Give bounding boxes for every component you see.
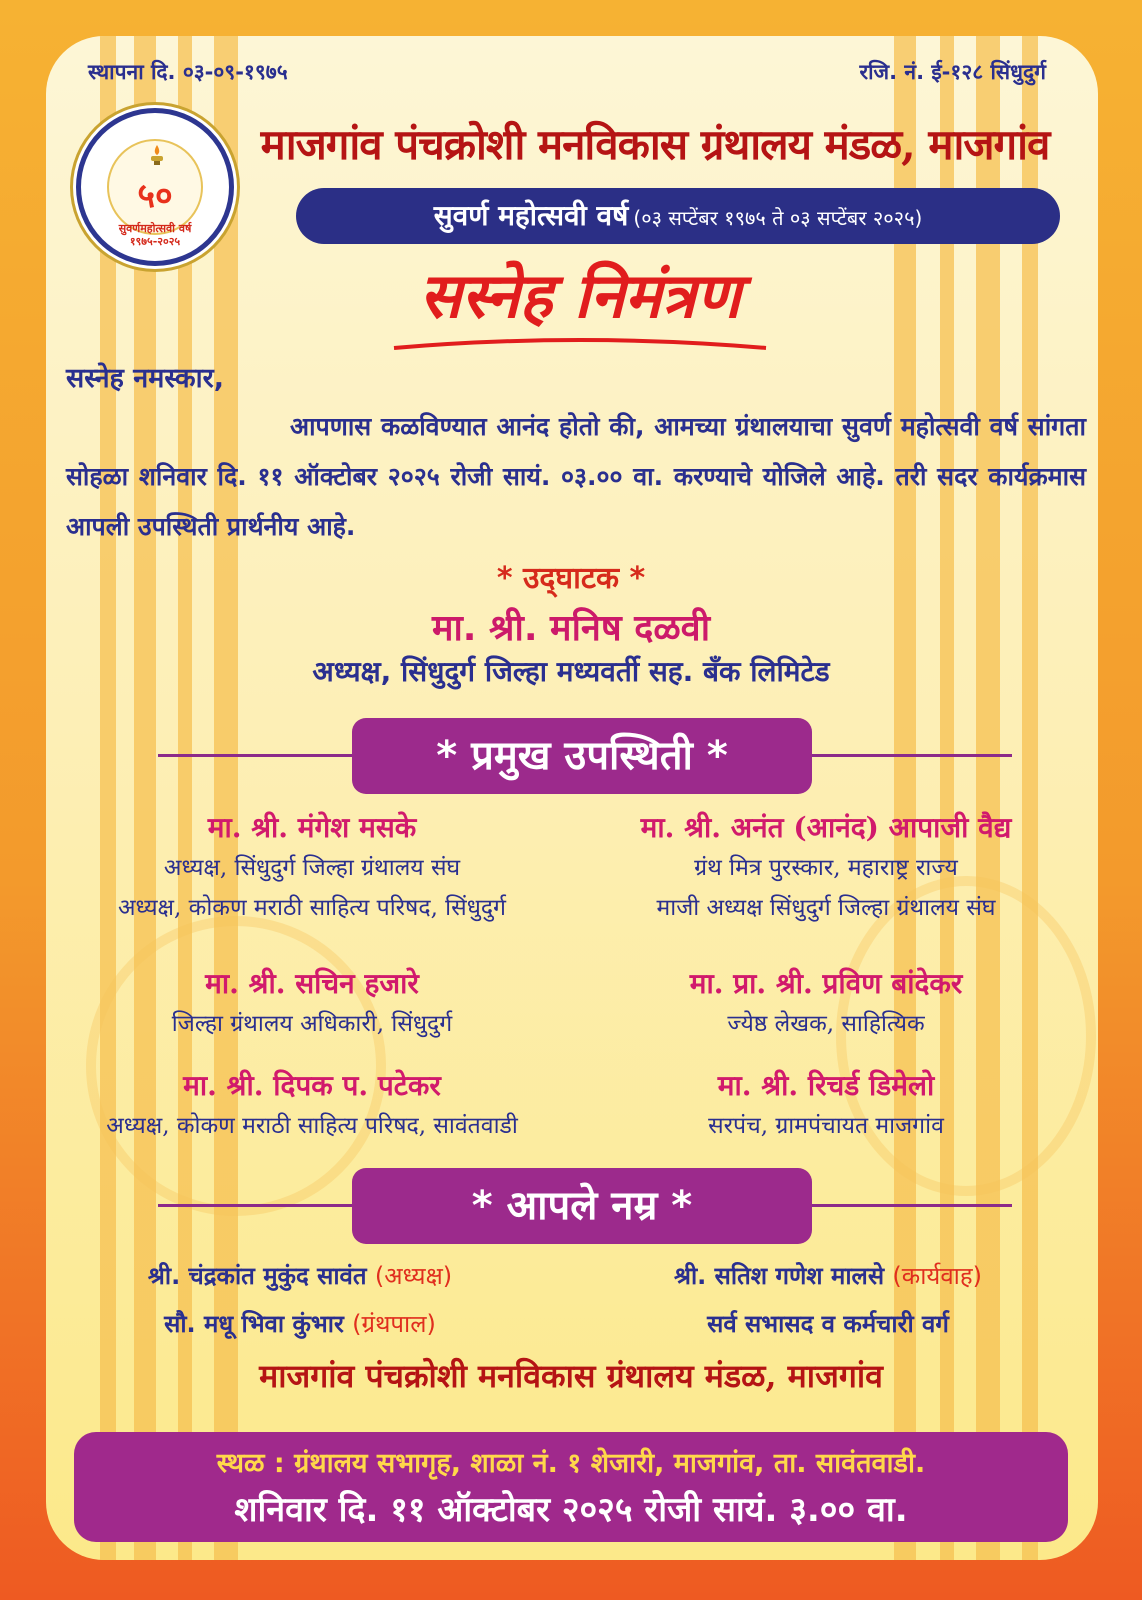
guest-card (576, 964, 1076, 1044)
logo-caption (81, 223, 229, 248)
venue-banner (74, 1432, 1068, 1542)
logo-emblem (107, 139, 203, 235)
host-role: (अध्यक्ष) (374, 1262, 453, 1290)
inaugurator-label: * उद्‌घाटक * (496, 561, 646, 596)
logo-caption-line2: १९७५-२०२५ (129, 234, 181, 248)
logo-caption-line1: सुवर्णमहोत्सवी वर्ष (118, 222, 192, 235)
divider-left (158, 754, 354, 757)
host-name: श्री. सतिश गणेश मालसे (673, 1262, 893, 1290)
guest-role: अध्यक्ष, कोकण मराठी साहित्य परिषद, सावंतवाडी (106, 1113, 518, 1139)
host-entry (568, 1250, 1088, 1302)
registration-number: रजि. नं. ई-१२८ सिंधुदुर्ग (859, 60, 1046, 84)
invitation-title: सस्नेह निमंत्रण (419, 259, 741, 332)
golden-jubilee-banner (296, 188, 1060, 244)
divider-right (808, 1204, 1012, 1207)
guest-name: मा. श्री. मंगेश मसके (207, 811, 417, 844)
inaugurator-name: मा. श्री. मनिष दळवी (431, 608, 711, 649)
logo-number: ५० (137, 176, 173, 216)
golden-jubilee-dates: (०३ सप्टेंबर १९७५ ते ०३ सप्टेंबर २०२५) (633, 206, 923, 230)
guest-card (62, 1066, 562, 1146)
host-entry (40, 1298, 560, 1350)
host-entry (40, 1250, 560, 1302)
guest-role: अध्यक्ष, सिंधुदुर्ग जिल्हा ग्रंथालय संघ (163, 855, 461, 881)
chief-guests-heading: * प्रमुख उपस्थिती * (352, 718, 812, 794)
host-name: श्री. चंद्रकांत मुकुंद सावंत (147, 1262, 375, 1290)
guest-card (62, 964, 562, 1044)
guest-role: ग्रंथ मित्र पुरस्कार, महाराष्ट्र राज्य (694, 855, 958, 881)
host-name: सर्व सभासद व कर्मचारी वर्ग (707, 1310, 949, 1338)
guest-card (576, 1066, 1076, 1146)
guest-role: माजी अध्यक्ष सिंधुदुर्ग जिल्हा ग्रंथालय संघ (656, 895, 996, 921)
guest-role: अध्यक्ष, कोकण मराठी साहित्य परिषद, सिंधुदुर्ग (117, 895, 506, 921)
golden-jubilee-title: सुवर्ण महोत्सवी वर्ष (433, 199, 629, 232)
guest-name: मा. श्री. दिपक प. पटेकर (183, 1069, 441, 1102)
guest-card (62, 808, 562, 928)
established-date: स्थापना दि. ०३-०९-१९७५ (88, 60, 288, 84)
invitation-body: आपणास कळविण्यात आनंद होतो की, आमच्या ग्रंथालयाचा सुवर्ण महोत्सवी वर्ष सांगता सोहळा शनिवार दि. ११ ऑक्टोबर २०२५ रोजी सायं. ०३.०० वा. करण्याचे योजिले आहे. तरी सदर कार्यक्रमास आपली उपस्थिती प्रार्थनीय आहे. (66, 412, 1086, 541)
guest-name: मा. श्री. रिचर्ड डिमेलो (717, 1069, 935, 1102)
inaugurator-role: अध्यक्ष, सिंधुदुर्ग जिल्हा मध्यवर्ती सह. बँक लिमिटेड (312, 655, 830, 688)
org-title: माजगांव पंचक्रोशी मनविकास ग्रंथालय मंडळ, माजगांव (260, 120, 1050, 169)
venue-place: स्थळ : ग्रंथालय सभागृह, शाळा नं. १ शेजारी, माजगांव, ता. सावंतवाडी. (216, 1448, 926, 1479)
host-name: सौ. मधू भिवा कुंभार (164, 1310, 353, 1338)
lamp-icon (148, 145, 166, 165)
guest-role: ज्येष्ठ लेखक, साहित्यिक (727, 1011, 925, 1037)
guest-name: मा. प्रा. श्री. प्रविण बांदेकर (689, 967, 963, 1000)
guest-name: मा. श्री. अनंत (आनंद) आपाजी वैद्य (640, 811, 1012, 844)
greeting: सस्नेह नमस्कार, (66, 363, 224, 394)
host-role: (ग्रंथपाल) (352, 1310, 436, 1338)
host-entry (568, 1298, 1088, 1350)
divider-left (158, 1204, 354, 1207)
guest-role: जिल्हा ग्रंथालय अधिकारी, सिंधुदुर्ग (171, 1011, 453, 1037)
guest-role: सरपंच, ग्रामपंचायत माजगांव (708, 1113, 944, 1139)
host-role: (कार्यवाह) (892, 1262, 983, 1290)
guest-name: मा. श्री. सचिन हजारे (205, 967, 419, 1000)
venue-datetime: शनिवार दि. ११ ऑक्टोबर २०२५ रोजी सायं. ३.०० वा. (234, 1490, 908, 1530)
library-logo (76, 108, 234, 266)
divider-right (808, 754, 1012, 757)
hosts-heading: * आपले नम्र * (352, 1168, 812, 1244)
guest-card (576, 808, 1076, 928)
title-flourish (392, 338, 768, 352)
org-signature: माजगांव पंचक्रोशी मनविकास ग्रंथालय मंडळ, माजगांव (259, 1357, 883, 1395)
